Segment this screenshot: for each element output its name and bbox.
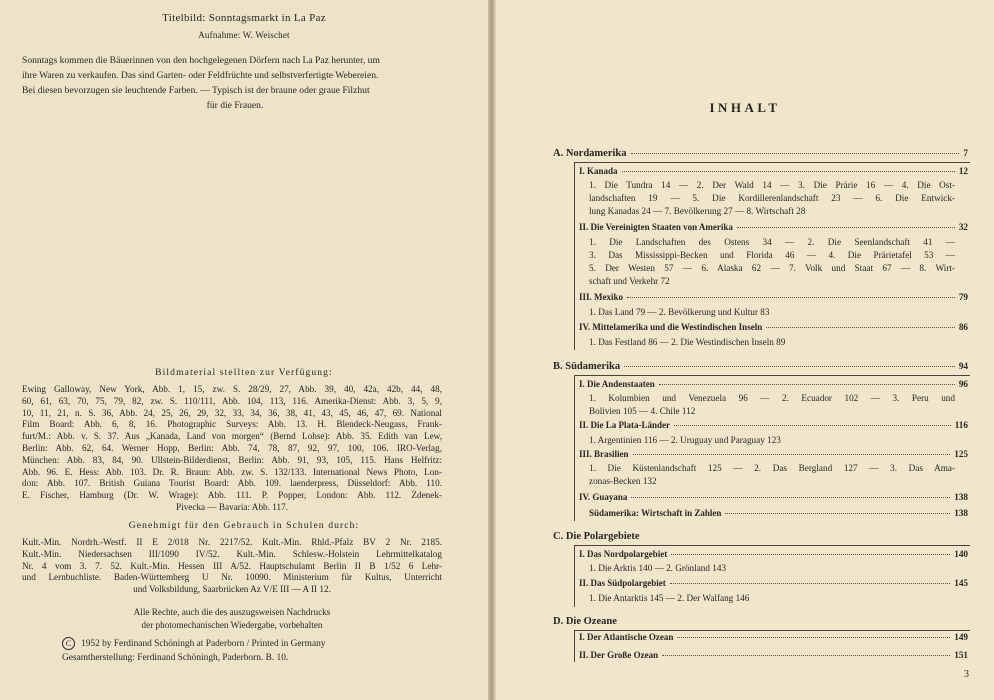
toc-subentry: 1. Die Arktis 140 — 2. Grönland 143 bbox=[589, 563, 727, 573]
toc-subentries bbox=[589, 592, 955, 605]
bracket-line bbox=[574, 545, 575, 607]
toc-chapter-laplata[interactable] bbox=[579, 420, 968, 430]
caption-line: für die Frauen. bbox=[206, 100, 264, 111]
rights-line: Alle Rechte, auch die des auszugsweisen Nachdrucks bbox=[133, 607, 331, 617]
credit-line: E. Fischer, Hamburg (Dr. W. Wrage): Abb. 111. P. Popper, London: Abb. 112. Zdenek- bbox=[22, 490, 442, 501]
credit-line: Ewing Galloway, New York, Abb. 1, 15, zw. S. 28/29, 27, Abb. 39, 40, 42a, 42b, 44, 48, bbox=[22, 384, 442, 394]
caption-line: Bei diesen bevorzugen sie leuchtende Farben. — Typisch ist der braune oder graue Filzhut bbox=[22, 85, 370, 96]
dot-leader bbox=[633, 454, 951, 455]
toc-subentries bbox=[589, 306, 955, 319]
toc-chapter-brasilien[interactable] bbox=[579, 449, 968, 459]
bracket-top bbox=[574, 630, 970, 631]
bracket-line bbox=[574, 375, 575, 521]
credit-line: furt/M.: Abb. v. S. 37. Aus „Kanada, Land von morgen“ (Bernd Lohse): Abb. 35. Edith van Lew, bbox=[22, 431, 442, 442]
toc-subentry: 5. Der Westen 57 — 6. Alaska 62 — 7. Volk und Staat 67 — 8. Wirt- bbox=[589, 263, 955, 273]
toc-label: III. Brasilien bbox=[579, 449, 629, 459]
toc-subentry: 1. Das Land 79 — 2. Bevölkerung und Kultur 83 bbox=[589, 307, 770, 317]
cover-caption bbox=[22, 53, 448, 113]
credit-line: Pivecka — Bavaria: Abb. 117. bbox=[176, 501, 288, 512]
photo-credit: Aufnahme: W. Weischet bbox=[198, 30, 290, 40]
dot-leader bbox=[631, 497, 950, 498]
toc-label: IV. Mittelamerika und die Westindischen Inseln bbox=[579, 322, 763, 332]
toc-page: 12 bbox=[958, 166, 968, 176]
toc-page: 138 bbox=[954, 508, 968, 518]
bracket-line bbox=[574, 630, 575, 662]
copyright-text: 1952 by Ferdinand Schöningh at Paderborn / Printed in Germany bbox=[81, 639, 326, 649]
rights-line: der photomechanischen Wiedergabe, vorbehalten bbox=[141, 619, 323, 630]
credit-line: 10, 11, 21, n. S. 36, Abb. 24, 25, 26, 29, 32, 33, 34, 36, 38, 41, 43, 45, 46, 47, 69. National bbox=[22, 407, 442, 418]
toc-label: I. Der Atlantische Ozean bbox=[579, 632, 674, 642]
toc-subentry: schaft und Verkehr 72 bbox=[589, 276, 670, 286]
toc-chapter-kanada[interactable] bbox=[579, 166, 968, 176]
dot-leader bbox=[631, 153, 960, 154]
dot-leader bbox=[766, 327, 955, 328]
toc-subentry: 1. Die Küstenlandschaft 125 — 2. Das Bergland 127 — 3. Das Ama- bbox=[589, 463, 955, 473]
toc-subentry: 1. Die Antarktis 145 — 2. Der Walfang 146 bbox=[589, 593, 750, 603]
toc-label: III. Mexiko bbox=[579, 292, 624, 302]
toc-chapter-usa[interactable] bbox=[579, 222, 968, 232]
rights-notice bbox=[22, 606, 442, 631]
toc-label: D. Die Ozeane bbox=[553, 616, 617, 627]
toc-label: I. Das Nordpolargebiet bbox=[579, 549, 668, 559]
approval-line: und Volksbildung, Saarbrücken Az V/E III — A II 12. bbox=[133, 584, 331, 595]
caption-line: Sonntags kommen die Bäuerinnen von den hochgelegenen Dörfern nach La Paz herunter, um bbox=[22, 55, 380, 66]
dot-leader bbox=[659, 384, 955, 385]
dot-leader bbox=[671, 554, 950, 555]
toc-chapter-mittelamerika[interactable] bbox=[579, 322, 968, 332]
left-page bbox=[0, 0, 488, 700]
toc-subentry: Bolivien 105 — 4. Chile 112 bbox=[589, 406, 696, 416]
toc-label: IV. Guayana bbox=[579, 492, 628, 502]
dot-leader bbox=[622, 171, 955, 172]
toc-entry-wirtschaft[interactable] bbox=[589, 508, 968, 518]
toc-subentry: 1. Die Tundra 14 — 2. Der Wald 14 — 3. Die Prärie 16 — 4. Die Ost- bbox=[589, 180, 955, 190]
toc-chapter-mexiko[interactable] bbox=[579, 292, 968, 302]
credit-line: Berlin: Abb. 62, 64. Werner Hopp, Berlin: Abb. 74, 78, 87, 92, 97, 100, 106. IRO-Verlag, bbox=[22, 442, 442, 453]
toc-part-nordamerika[interactable] bbox=[553, 148, 968, 159]
approval-line: und Lernbuchliste. Baden-Württemberg U Nr. 10090. Ministerium für Kultus, Unterricht bbox=[22, 572, 442, 583]
caption-line: ihre Waren zu verkaufen. Das sind Garten- oder Feldfrüchte und selbstverfertigte Webereien. bbox=[22, 70, 379, 81]
dot-leader bbox=[725, 513, 950, 514]
toc-subentries bbox=[589, 392, 955, 418]
bracket-line bbox=[574, 162, 575, 350]
dot-leader bbox=[737, 227, 955, 228]
toc-page: 125 bbox=[954, 449, 968, 459]
toc-heading: INHALT bbox=[709, 100, 781, 115]
bildmaterial-credits bbox=[22, 384, 442, 514]
toc-subentries bbox=[589, 462, 955, 488]
toc-label: II. Der Große Ozean bbox=[579, 650, 659, 660]
cover-title: Titelbild: Sonntagsmarkt in La Paz bbox=[162, 12, 326, 24]
bracket-top bbox=[574, 545, 970, 546]
toc-page: 145 bbox=[954, 578, 968, 588]
toc-page: 94 bbox=[958, 361, 968, 371]
toc-part-ozeane[interactable] bbox=[553, 616, 968, 627]
toc-page: 79 bbox=[958, 292, 968, 302]
toc-subentries bbox=[589, 434, 955, 447]
dot-leader bbox=[674, 425, 951, 426]
toc-label: I. Kanada bbox=[579, 166, 618, 176]
toc-subentries bbox=[589, 179, 955, 218]
credit-line: don: Abb. 107. British Guiana Tourist Board: Abb. 109. laenderpress, Düsseldorf: Abb. 110. bbox=[22, 478, 442, 489]
approval-line: Kult.-Min. Nordrh.-Westf. II E 2/018 Nr. 2217/52. Kult.-Min. Rhld.-Pfalz BV 2 Nr. 2185. bbox=[22, 537, 442, 547]
toc-chapter-anden[interactable] bbox=[579, 379, 968, 389]
toc-subentry: zonas-Becken 132 bbox=[589, 476, 657, 486]
production-credit: Gesamtherstellung: Ferdinand Schöningh, Paderborn. B. 10. bbox=[62, 653, 289, 663]
toc-subentry: 1. Kolumbien und Venezuela 96 — 2. Ecuador 102 — 3. Peru und bbox=[589, 393, 955, 403]
dot-leader bbox=[662, 655, 950, 656]
toc-subentry: 1. Argentinien 116 — 2. Uruguay und Paraguay 123 bbox=[589, 435, 781, 445]
toc-label: Südamerika: Wirtschaft in Zahlen bbox=[589, 508, 722, 518]
toc-subentry: 3. Das Mississippi-Becken und Florida 46 — 4. Die Prärietafel 53 — bbox=[589, 250, 955, 260]
toc-page: 149 bbox=[954, 632, 968, 642]
toc-page: 138 bbox=[954, 492, 968, 502]
toc-label: II. Die Vereinigten Staaten von Amerika bbox=[579, 222, 733, 232]
toc-label: A. Nordamerika bbox=[553, 148, 627, 159]
toc-subentries bbox=[589, 236, 955, 288]
bildmaterial-heading: Bildmaterial stellten zur Verfügung: bbox=[155, 367, 333, 378]
toc-chapter-suedpolar[interactable] bbox=[579, 578, 968, 588]
toc-chapter-grosser-ozean[interactable] bbox=[579, 650, 968, 660]
toc-subentries bbox=[589, 562, 955, 575]
toc-subentry: 1. Das Festland 86 — 2. Die Westindischen Inseln 89 bbox=[589, 337, 786, 347]
toc-page: 32 bbox=[958, 222, 968, 232]
dot-leader bbox=[624, 366, 955, 367]
page-number: 3 bbox=[964, 669, 969, 680]
dot-leader bbox=[670, 583, 950, 584]
dot-leader bbox=[627, 297, 955, 298]
toc-subentry: lung Kanadas 24 — 7. Bevölkerung 27 — 8. Wirtschaft 28 bbox=[589, 206, 806, 216]
toc-chapter-atlantik[interactable] bbox=[579, 632, 968, 642]
copyright-line bbox=[62, 637, 326, 650]
approval-line: Kult.-Min. Niedersachsen III/1090 IV/52. Kult.-Min. Schlesw.-Holstein Lehrmittelkatalog bbox=[22, 548, 442, 559]
toc-page: 140 bbox=[954, 549, 968, 559]
toc-label: B. Südamerika bbox=[553, 361, 621, 372]
toc-subentry: 1. Die Landschaften des Ostens 34 — 2. Die Seenlandschaft 41 — bbox=[589, 237, 955, 247]
credit-line: Film Board: Abb. 6, 8, 16. Photographic Surveys: Abb. 13. H. Blendeck-Neugass, Frank- bbox=[22, 419, 442, 430]
genehmigt-list bbox=[22, 537, 442, 596]
toc-label: I. Die Andenstaaten bbox=[579, 379, 655, 389]
toc-part-suedamerika[interactable] bbox=[553, 361, 968, 372]
toc-page: 116 bbox=[954, 420, 968, 430]
toc-page: 96 bbox=[958, 379, 968, 389]
credit-line: 60, 61, 63, 70, 75, 79, 82, zw. S. 110/111, Abb. 104, 113, 116. Amerika-Dienst: Abb. 3, 5, 9, bbox=[22, 395, 442, 406]
toc-subentries bbox=[589, 336, 955, 349]
copyright-icon: C bbox=[62, 637, 75, 650]
credit-line: Abb. 96. E. Hess: Abb. 103. Dr. R. Braun: Abb. zw. S. 132/133. International News Photo, Lon- bbox=[22, 466, 442, 477]
right-page bbox=[496, 0, 994, 700]
bracket-top bbox=[574, 162, 970, 163]
dot-leader bbox=[677, 637, 950, 638]
toc-subentry: landschaften 19 — 5. Die Kordillerenlandschaft 23 — 6. Die Entwick- bbox=[589, 193, 955, 203]
toc-label: C. Die Polargebiete bbox=[553, 531, 640, 542]
genehmigt-heading: Genehmigt für den Gebrauch in Schulen durch: bbox=[128, 520, 360, 531]
approval-line: Nr. 4 vom 3. 7. 52. Kult.-Min. Hessen III A/52. Hauptschulamt Berlin II B 1/52 6 Lehr- bbox=[22, 560, 442, 571]
bracket-top bbox=[574, 375, 970, 376]
toc-label: II. Die La Plata-Länder bbox=[579, 420, 670, 430]
toc-chapter-guayana[interactable] bbox=[579, 492, 968, 502]
toc-chapter-nordpolar[interactable] bbox=[579, 549, 968, 559]
credit-line: München: Abb. 83, 84, 90. Ullstein-Bilderdienst, Berlin: Abb. 91, 93, 105, 115. Hans Helfritz: bbox=[22, 454, 442, 465]
table-of-contents bbox=[496, 0, 994, 700]
toc-label: II. Das Südpolargebiet bbox=[579, 578, 666, 588]
toc-page: 151 bbox=[954, 650, 968, 660]
toc-page: 7 bbox=[963, 148, 968, 158]
toc-page: 86 bbox=[958, 322, 968, 332]
toc-part-polargebiete[interactable] bbox=[553, 531, 968, 542]
book-gutter bbox=[488, 0, 496, 700]
